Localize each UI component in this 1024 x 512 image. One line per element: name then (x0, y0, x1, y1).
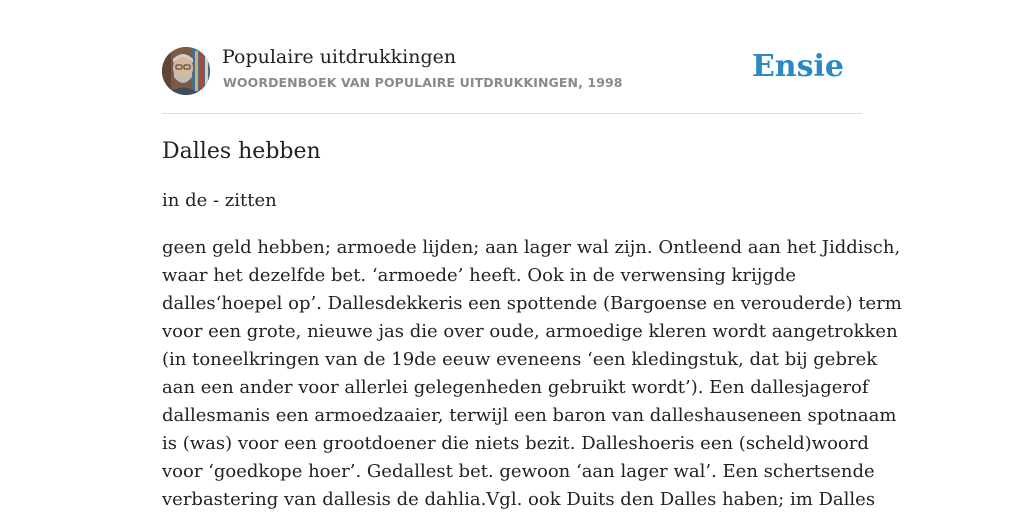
dictionary-title[interactable]: Populaire uitdrukkingen (222, 46, 457, 68)
definition-line: verbastering van dallesis de dahlia.Vgl. ook Duits den Dalles haben; im Dalles (162, 489, 876, 510)
definition-line: geen geld hebben; armoede lijden; aan lager wal zijn. Ontleend aan het Jiddisch, (162, 237, 901, 258)
definition-line: dallesmanis een armoedzaaier, terwijl een baron van dalleshauseneen spotnaam (162, 405, 897, 426)
ensie-logo-link[interactable]: Ensie (751, 49, 844, 84)
entry-content (162, 136, 902, 512)
definition-line: voor ‘goedkope hoer’. Gedallest bet. gewoon ‘aan lager wal’. Een schertsende (162, 461, 875, 482)
definition-line: is (was) voor een grootdoener die niets bezit. Dalleshoeris een (scheld)woord (162, 433, 869, 454)
entry-definition (162, 234, 902, 512)
definition-line: waar het dezelfde bet. ‘armoede’ heeft. Ook in de verwensing krijgde (162, 265, 796, 286)
author-portrait-icon (162, 47, 210, 95)
definition-line: dalles‘hoepel op’. Dallesdekkeris een spottende (Bargoense en verouderde) term (162, 293, 902, 314)
dictionary-header (162, 46, 862, 114)
entry-title: Dalles hebben (162, 139, 321, 164)
author-avatar (162, 47, 210, 95)
definition-line: (in toneelkringen van de 19de eeuw eveneens ‘een kledingstuk, dat bij gebrek (162, 349, 878, 370)
entry-phrase: in de - zitten (162, 190, 277, 211)
definition-line: aan een ander voor allerlei gelegenheden gebruikt wordt’). Een dallesjagerof (162, 377, 869, 398)
definition-line: voor een grote, nieuwe jas die over oude, armoedige kleren wordt aangetrokken (162, 321, 898, 342)
dictionary-subtitle: WOORDENBOEK VAN POPULAIRE UITDRUKKINGEN, 1998 (223, 75, 623, 90)
